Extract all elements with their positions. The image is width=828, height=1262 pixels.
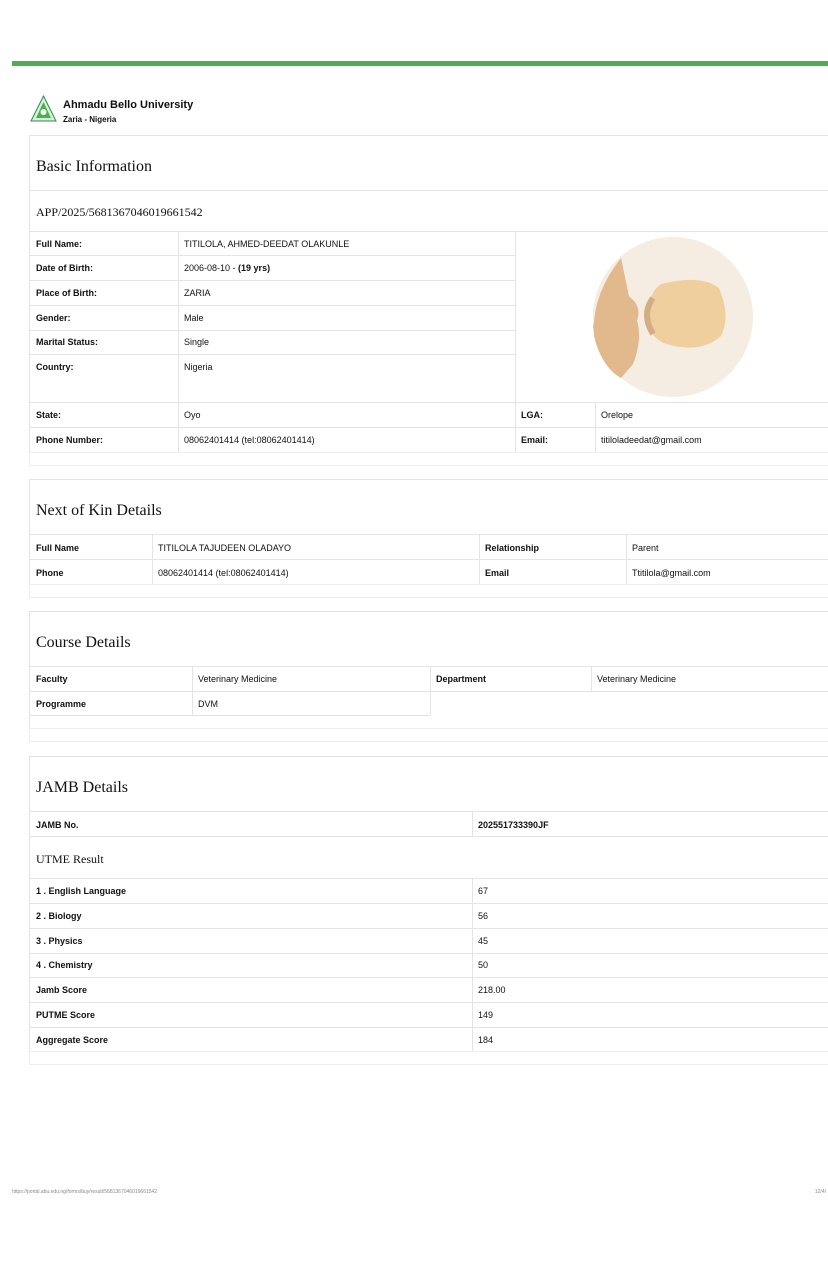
kin-phone-label: Phone [36, 568, 64, 578]
utme-row-label: PUTME Score [36, 1010, 96, 1020]
utme-row-value: 67 [478, 886, 489, 896]
country-label: Country: [36, 362, 74, 372]
utme-row-value: 56 [478, 911, 489, 921]
utme-row-value: 184 [478, 1035, 494, 1045]
next-of-kin-card [29, 479, 828, 585]
utme-row-label: 2 . Biology [36, 911, 82, 921]
utme-row-value: 50 [478, 960, 489, 970]
programme-label: Programme [36, 699, 87, 709]
utme-row-label: 1 . English Language [36, 886, 127, 896]
gender-value: Male [184, 313, 204, 323]
kin-relationship-label: Relationship [485, 543, 540, 553]
marital-status-value: Single [184, 337, 210, 347]
university-name: Ahmadu Bello University [63, 99, 194, 111]
kin-email-label: Email [485, 568, 510, 578]
kin-name-value: TITILOLA TAJUDEEN OLADAYO [158, 543, 292, 553]
pob-value: ZARIA [184, 288, 211, 298]
kin-name-label: Full Name [36, 543, 80, 553]
lga-value: Orelope [601, 410, 634, 420]
gender-label: Gender: [36, 313, 71, 323]
jamb-number-label: JAMB No. [36, 820, 79, 830]
utme-row-label: 3 . Physics [36, 936, 83, 946]
basic-information-card [29, 135, 828, 453]
kin-relationship-value: Parent [632, 543, 659, 553]
email-value: titiloladeedat@gmail.com [601, 435, 702, 445]
lga-label: LGA: [521, 410, 543, 420]
email-label: Email: [521, 435, 549, 445]
utme-row-value: 149 [478, 1010, 494, 1020]
faculty-label: Faculty [36, 674, 68, 684]
phone-label: Phone Number: [36, 435, 104, 445]
state-label: State: [36, 410, 62, 420]
kin-phone-value: 08062401414 (tel:08062401414) [158, 568, 289, 578]
department-label: Department [436, 674, 487, 684]
country-value: Nigeria [184, 362, 213, 372]
jamb-details-card [29, 756, 828, 1052]
footer-page-number: 12/4/ [814, 1189, 826, 1195]
phone-value: 08062401414 (tel:08062401414) [184, 435, 315, 445]
full-name-label: Full Name: [36, 239, 83, 249]
section-title: Next of Kin Details [36, 502, 162, 519]
utme-row-label: Jamb Score [36, 985, 88, 995]
utme-row-value: 45 [478, 936, 489, 946]
section-title: Basic Information [36, 158, 152, 175]
course-details-card [29, 611, 828, 729]
utme-row-label: Aggregate Score [36, 1035, 109, 1045]
department-value: Veterinary Medicine [597, 674, 677, 684]
jamb-number-value: 202551733390JF [478, 820, 549, 830]
pob-label: Place of Birth: [36, 288, 98, 298]
section-title: JAMB Details [36, 779, 128, 796]
top-accent-bar [12, 61, 828, 66]
footer-url: https://portal.abu.edu.ng/forms/buy/result/5681367046019661542 [12, 1189, 158, 1195]
kin-email-value: Ttitilola@gmail.com [632, 568, 711, 578]
faculty-value: Veterinary Medicine [198, 674, 278, 684]
utme-row-label: 4 . Chemistry [36, 960, 93, 970]
marital-status-label: Marital Status: [36, 337, 99, 347]
application-number: APP/2025/5681367046019661542 [36, 205, 203, 219]
dob-label: Date of Birth: [36, 263, 93, 273]
programme-value: DVM [198, 699, 218, 709]
section-title: Course Details [36, 634, 131, 651]
state-value: Oyo [184, 410, 201, 420]
passport-photo [591, 236, 756, 398]
utme-result-title: UTME Result [36, 852, 104, 866]
full-name-value: TITILOLA, AHMED-DEEDAT OLAKUNLE [184, 239, 350, 249]
university-location: Zaria - Nigeria [63, 115, 117, 124]
dob-value: 2006-08-10 - (19 yrs) [184, 263, 271, 273]
university-logo-icon [30, 95, 57, 123]
utme-row-value: 218.00 [478, 985, 506, 995]
